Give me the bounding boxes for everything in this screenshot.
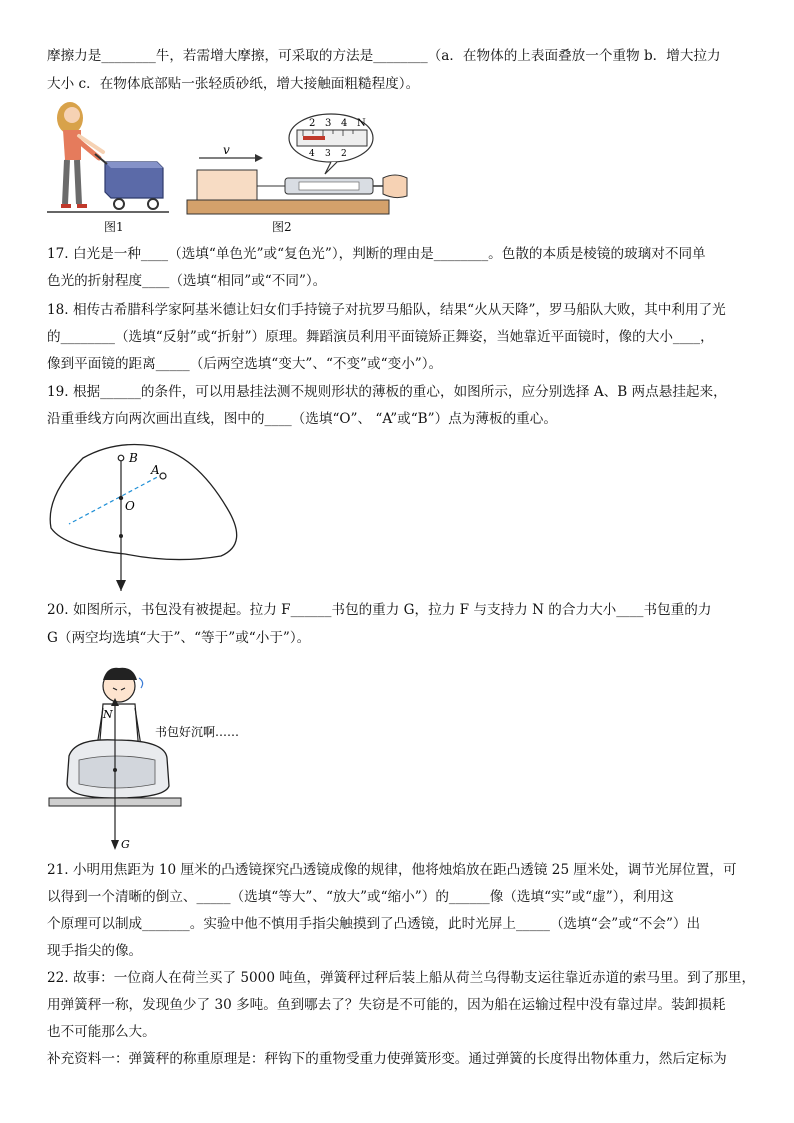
force-G-arrowhead <box>111 840 119 850</box>
speech-text: 书包好沉啊…… <box>155 725 240 739</box>
label-O: O <box>125 499 135 513</box>
girl-face <box>64 107 80 123</box>
label-B: B <box>129 451 138 465</box>
text-line: 摩擦力是________牛，若需增大摩擦，可采取的方法是________（a．在物体的上表面叠放一个重物 b．增大拉力 <box>47 48 721 64</box>
point-O <box>119 496 123 500</box>
figure-caption: 图1 <box>104 220 124 234</box>
figure-girl-pushing-cart <box>45 100 170 216</box>
scale-label: 2 <box>341 149 347 159</box>
text-line: 也不可能那么大。 <box>47 1024 156 1040</box>
text-line: 沿重垂线方向两次画出直线，图中的____（选填“O”、 “A”或“B”）点为薄板的重心。 <box>47 411 557 427</box>
scale-label: 4 <box>309 149 315 159</box>
sweat-drop <box>139 678 143 688</box>
wooden-board <box>187 200 389 214</box>
text-line: 20. 如图所示，书包没有被提起。拉力 F______书包的重力 G，拉力 F 与支持力 N 的合力大小____书包重的力 <box>47 602 712 618</box>
text-line: 补充资料一：弹簧秤的称重原理是：秤钩下的重物受重力使弹簧形变。通过弹簧的长度得出物体重力，然后定标为 <box>47 1051 727 1067</box>
label-A: A <box>151 463 160 477</box>
hand <box>383 175 407 198</box>
scale-label: 3 <box>325 149 331 159</box>
text-line: 22. 故事：一位商人在荷兰买了 5000 吨鱼，弹簧秤过秤后装上船从荷兰乌得勒支运往靠近赤道的索马里。到了那里， <box>47 970 756 986</box>
text-line: 18. 相传古希腊科学家阿基米德让妇女们手持镜子对抗罗马船队，结果“火从天降”，罗马船队大败，其中利用了光 <box>47 302 726 318</box>
scale-indicator <box>303 136 325 140</box>
text-line: G（两空均选填“大于”、“等于”或“小于”）。 <box>47 630 311 646</box>
zoom-bubble-tail <box>325 162 337 174</box>
text-line: 21. 小明用焦距为 10 厘米的凸透镜探究凸透镜成像的规律，他将烛焰放在距凸透镜 25 厘米处，调节光屏位置，可 <box>47 862 737 878</box>
schoolbag-pocket <box>79 756 155 788</box>
text-line: 现手指尖的像。 <box>47 943 143 959</box>
text-line: 色光的折射程度____（选填“相同”或“不同”）。 <box>47 273 327 289</box>
velocity-arrowhead <box>255 154 263 162</box>
text-line: 17. 白光是一种____（选填“单色光”或“复色光”），判断的理由是________。色散的本质是棱镜的玻璃对不同单 <box>47 246 706 262</box>
force-N-label: N <box>103 708 113 721</box>
figure-caption: 图2 <box>272 220 292 234</box>
wooden-block <box>197 170 257 200</box>
text-line: 以得到一个清晰的倒立、_____（选填“等大”、“放大”或“缩小”）的______像（选填“实”或“虚”），利用这 <box>47 889 674 905</box>
girl-legs <box>65 160 79 204</box>
text-line: 大小 c．在物体底部贴一张轻质砂纸，增大接触面粗糙程度）。 <box>47 76 420 92</box>
cart-top <box>105 162 163 168</box>
plate-outline <box>50 445 236 560</box>
text-line: 19. 根据______的条件，可以用悬挂法测不规则形状的薄板的重心，如图所示，应分别选择 A、B 两点悬挂起来， <box>47 384 727 400</box>
cart-wheel <box>148 199 158 209</box>
figure-boy-schoolbag <box>45 656 275 856</box>
scale-label: 3 <box>325 118 332 129</box>
plumb-weight <box>119 534 123 538</box>
point-A <box>160 473 166 479</box>
force-G-label: G <box>121 838 130 851</box>
text-line: 的________（选填“反射”或“折射”）原理。舞蹈演员利用平面镜矫正舞姿，当她靠近平面镜时，像的大小____， <box>47 329 714 345</box>
boy-hair <box>103 668 137 680</box>
spring-scale-window <box>299 182 359 190</box>
plumb-arrowhead <box>116 580 126 591</box>
velocity-label: v <box>223 143 230 157</box>
scale-label: 4 <box>341 118 348 129</box>
figure-spring-scale <box>185 108 410 218</box>
scale-label: 2 <box>309 118 316 129</box>
cart-wheel <box>114 199 124 209</box>
scale-unit: N <box>357 118 366 129</box>
text-line: 用弹簧秤一称，发现鱼少了 30 多吨。鱼到哪去了？失窃是不可能的，因为船在运输过程中没有靠过岸。装卸损耗 <box>47 997 726 1013</box>
figure-irregular-plate <box>45 436 245 596</box>
point-B <box>118 455 124 461</box>
text-line: 个原理可以制成_______。实验中他不慎用手指尖触摸到了凸透镜，此时光屏上_____（选填“会”或“不会”）出 <box>47 916 701 932</box>
text-line: 像到平面镜的距离_____（后两空选填“变大”、“不变”或“变小”）。 <box>47 356 443 372</box>
